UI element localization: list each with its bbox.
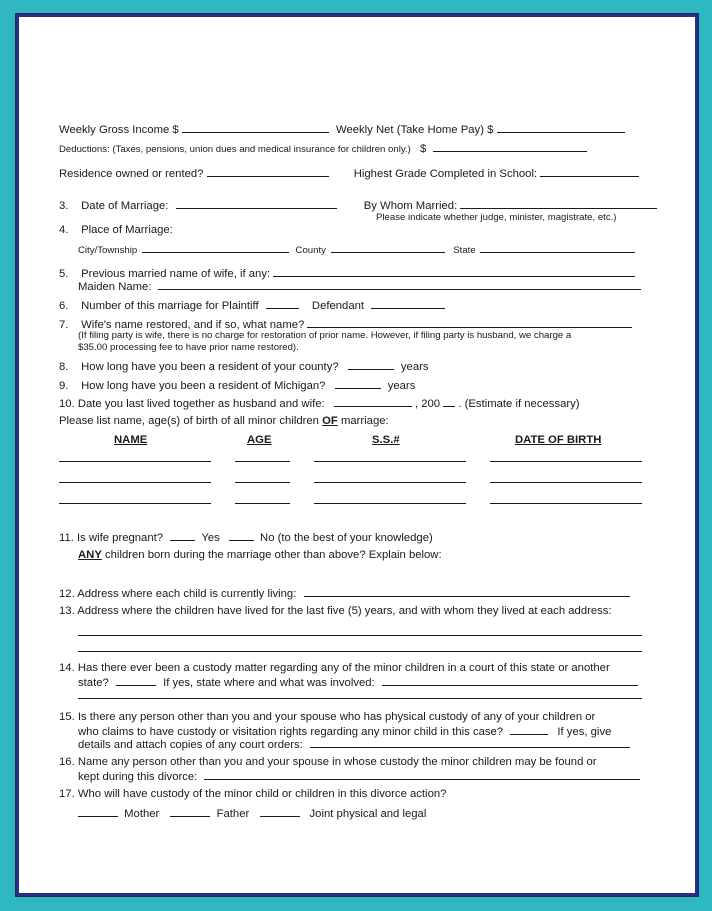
col-name-header: NAME <box>114 434 148 446</box>
q7-number: 7. <box>59 319 69 331</box>
county-field[interactable] <box>331 241 445 253</box>
dollar-sign: $ <box>419 143 427 155</box>
q14-line1: 14. Has there ever been a custody matter regarding any of the minor children in a court of this state or another <box>59 662 610 674</box>
prior-address-field-2[interactable] <box>78 651 642 652</box>
child1-age-field[interactable] <box>235 461 290 462</box>
joint-field[interactable] <box>260 805 300 817</box>
of-emphasis: OF <box>322 415 338 427</box>
q3-number: 3. <box>59 200 69 212</box>
q16-line2: kept during this divorce: <box>78 771 198 783</box>
by-whom-label: By Whom Married: <box>363 200 458 212</box>
q15-line1: 15. Is there any person other than you and your spouse who has physical custody of any of your children or <box>59 711 596 723</box>
county-residence-field[interactable] <box>348 358 394 370</box>
any-emphasis: ANY <box>78 549 102 561</box>
col-dob-header: DATE OF BIRTH <box>515 434 602 446</box>
q4-row <box>59 223 173 237</box>
col-ss-header: S.S.# <box>372 434 400 446</box>
child1-name-field[interactable] <box>59 461 211 462</box>
col-age-header: AGE <box>247 434 272 446</box>
q17-label: 17. Who will have custody of the minor child or children in this divorce action? <box>59 788 447 800</box>
q10-row <box>59 395 580 411</box>
court-orders-field[interactable] <box>310 736 630 748</box>
q4-number: 4. <box>59 224 69 236</box>
residence-row <box>59 165 639 181</box>
last-together-date-field[interactable] <box>334 395 412 407</box>
county-label: County <box>295 245 326 256</box>
child2-ss-field[interactable] <box>314 482 466 483</box>
year-suffix-field[interactable] <box>443 395 455 407</box>
q14-row2 <box>78 674 638 690</box>
by-whom-field[interactable] <box>460 197 657 209</box>
income-row <box>59 121 625 137</box>
q15-if-yes: If yes, give <box>557 726 612 738</box>
grade-label: Highest Grade Completed in School: <box>353 168 538 180</box>
custody-details-field[interactable] <box>382 674 638 686</box>
maiden-row <box>78 278 641 294</box>
years-label-michigan: years <box>387 380 416 392</box>
q7-note-line2: $35.00 processing fee to have prior name restored). <box>78 342 299 353</box>
restored-name-field[interactable] <box>307 316 632 328</box>
marriage-date-field[interactable] <box>176 197 337 209</box>
place-row <box>78 241 635 258</box>
q8-number: 8. <box>59 361 69 373</box>
child1-ss-field[interactable] <box>314 461 466 462</box>
maiden-field[interactable] <box>158 278 641 290</box>
q9-number: 9. <box>59 380 69 392</box>
yes-label: Yes <box>201 532 220 544</box>
q5-number: 5. <box>59 268 69 280</box>
q16-row2 <box>78 768 640 784</box>
child1-dob-field[interactable] <box>490 461 642 462</box>
child3-age-field[interactable] <box>235 503 290 504</box>
other-custody-field[interactable] <box>510 723 548 735</box>
pregnant-no-field[interactable] <box>229 529 254 541</box>
child2-name-field[interactable] <box>59 482 211 483</box>
prior-address-field-1[interactable] <box>78 635 642 636</box>
residence-field[interactable] <box>207 165 329 177</box>
children-intro <box>59 414 389 428</box>
father-label: Father <box>216 808 250 820</box>
child2-dob-field[interactable] <box>490 482 642 483</box>
any-children-row <box>78 548 442 562</box>
custody-matter-field[interactable] <box>116 674 156 686</box>
defendant-marriage-field[interactable] <box>371 297 445 309</box>
gross-income-label: Weekly Gross Income $ <box>59 124 179 136</box>
prev-name-field[interactable] <box>273 265 635 277</box>
q16-line1: 16. Name any person other than you and your spouse in whose custody the minor children may be found or <box>59 756 597 768</box>
q6-label: Number of this marriage for Plaintiff <box>81 300 259 312</box>
q8-row <box>59 358 429 374</box>
gross-income-field[interactable] <box>182 121 329 133</box>
q10-estimate: . (Estimate if necessary) <box>458 398 580 410</box>
custody-details-field-2[interactable] <box>78 698 642 699</box>
net-income-label: Weekly Net (Take Home Pay) $ <box>336 124 494 136</box>
q7-note <box>78 330 571 354</box>
q3-label: Date of Marriage: <box>81 200 169 212</box>
q10-label: 10. Date you last lived together as husband and wife: <box>59 398 325 410</box>
q15-row3 <box>78 736 630 752</box>
divorce-custody-person-field[interactable] <box>204 768 640 780</box>
q11-row <box>59 529 433 545</box>
residence-label: Residence owned or rented? <box>59 168 204 180</box>
document-page <box>16 14 698 896</box>
q8-label: How long have you been a resident of your county? <box>81 361 339 373</box>
deductions-row <box>59 140 587 157</box>
child3-dob-field[interactable] <box>490 503 642 504</box>
year-prefix: , 200 <box>414 398 441 410</box>
joint-label: Joint physical and legal <box>309 808 427 820</box>
q13-label: 13. Address where the children have lived for the last five (5) years, and with whom they lived at each address: <box>59 605 612 617</box>
q11-label: 11. Is wife pregnant? <box>59 532 164 544</box>
any-children-text: children born during the marriage other than above? Explain below: <box>105 549 442 561</box>
q9-label: How long have you been a resident of Michigan? <box>81 380 326 392</box>
net-income-field[interactable] <box>497 121 625 133</box>
by-whom-note: Please indicate whether judge, minister, magistrate, etc.) <box>376 212 617 223</box>
state-field[interactable] <box>480 241 635 253</box>
no-label: No (to the best of your knowledge) <box>260 532 433 544</box>
q6-row <box>59 297 445 313</box>
child2-age-field[interactable] <box>235 482 290 483</box>
city-label: City/Township <box>78 245 138 256</box>
maiden-label: Maiden Name: <box>78 281 152 293</box>
child3-ss-field[interactable] <box>314 503 466 504</box>
father-field[interactable] <box>170 805 210 817</box>
q7-label: Wife's name restored, and if so, what name? <box>81 319 305 331</box>
q5-label: Previous married name of wife, if any: <box>81 268 271 280</box>
defendant-label: Defendant <box>311 300 365 312</box>
q14-state-label: state? <box>78 677 109 689</box>
q15-line3: details and attach copies of any court orders: <box>78 739 303 751</box>
q12-row <box>59 585 630 601</box>
state-label: State <box>453 245 476 256</box>
q15-line2: who claims to have custody or visitation rights regarding any minor child in this case? <box>78 726 504 738</box>
plaintiff-marriage-field[interactable] <box>266 297 299 309</box>
pregnant-yes-field[interactable] <box>170 529 195 541</box>
years-label-county: years <box>400 361 429 373</box>
q7-note-line1: (If filing party is wife, there is no charge for restoration of prior name. However, if filing party is husband, we charge a <box>78 330 572 341</box>
q17-options <box>78 805 426 821</box>
grade-field[interactable] <box>540 165 639 177</box>
current-address-field[interactable] <box>304 585 630 597</box>
deductions-field[interactable] <box>433 140 587 152</box>
q6-number: 6. <box>59 300 69 312</box>
mother-field[interactable] <box>78 805 118 817</box>
q9-row <box>59 377 415 393</box>
q14-if-yes: If yes, state where and what was involved: <box>163 677 375 689</box>
children-intro-end: marriage: <box>340 415 389 427</box>
city-field[interactable] <box>142 241 289 253</box>
michigan-residence-field[interactable] <box>335 377 381 389</box>
q12-label: 12. Address where each child is currently living: <box>59 588 297 600</box>
mother-label: Mother <box>124 808 160 820</box>
child3-name-field[interactable] <box>59 503 211 504</box>
deductions-label: Deductions: (Taxes, pensions, union dues and medical insurance for children only.) <box>59 144 411 155</box>
q4-label: Place of Marriage: <box>81 224 173 236</box>
children-intro-text: Please list name, age(s) of birth of all minor children <box>59 415 319 427</box>
